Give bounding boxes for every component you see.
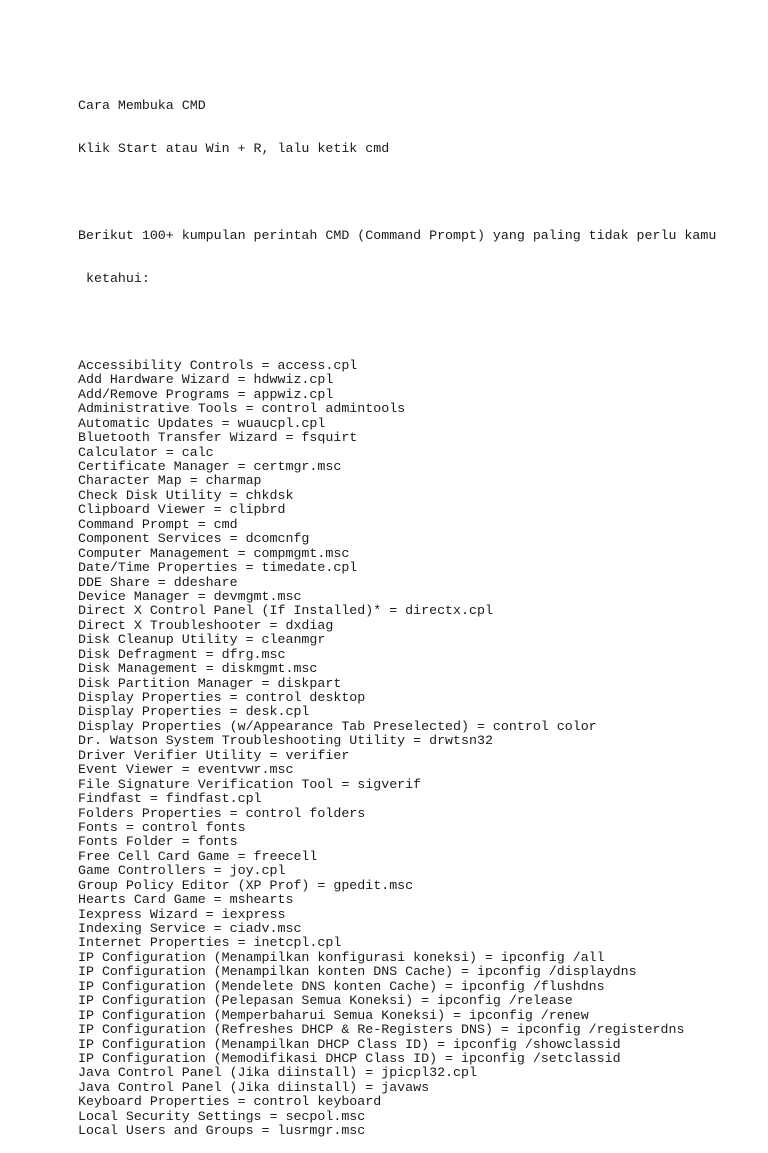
document-page <box>78 70 738 1153</box>
command-list-item: Accessibility Controls = access.cpl <box>78 357 358 373</box>
command-list-item: Character Map = charmap <box>78 473 262 489</box>
command-list-item: Driver Verifier Utility = verifier <box>78 747 350 763</box>
command-list-item: Check Disk Utility = chkdsk <box>78 487 294 503</box>
command-list-item: Disk Management = diskmgmt.msc <box>78 661 318 677</box>
command-list-item: Disk Cleanup Utility = cleanmgr <box>78 632 326 648</box>
command-list-item: IP Configuration (Mendelete DNS konten Cache) = ipconfig /flushdns <box>78 978 605 994</box>
command-list-item: Internet Properties = inetcpl.cpl <box>78 935 342 951</box>
command-list-item: Disk Defragment = dfrg.msc <box>78 646 286 662</box>
command-list-item: Java Control Panel (Jika diinstall) = jpicpl32.cpl <box>78 1065 477 1081</box>
intro-text-line-2: ketahui: <box>86 271 150 287</box>
command-list-item: Keyboard Properties = control keyboard <box>78 1094 382 1110</box>
command-list-item: Fonts Folder = fonts <box>78 834 238 850</box>
command-list-item: Fonts = control fonts <box>78 819 246 835</box>
command-list-item: File Signature Verification Tool = sigverif <box>78 776 422 792</box>
command-list <box>78 359 738 1139</box>
command-list-item: Findfast = findfast.cpl <box>78 791 262 807</box>
command-list-item: Folders Properties = control folders <box>78 805 366 821</box>
command-list-item: Direct X Troubleshooter = dxdiag <box>78 617 334 633</box>
command-list-item: Certificate Manager = certmgr.msc <box>78 459 342 475</box>
command-list-item: Hearts Card Game = mshearts <box>78 892 294 908</box>
command-list-item: Device Manager = devmgmt.msc <box>78 588 302 604</box>
command-list-item: IP Configuration (Menampilkan konten DNS Cache) = ipconfig /displaydns <box>78 964 637 980</box>
command-list-item: Command Prompt = cmd <box>78 516 238 532</box>
intro-text-line-1: Berikut 100+ kumpulan perintah CMD (Command Prompt) yang paling tidak perlu kamu <box>78 227 717 243</box>
command-list-item: Event Viewer = eventvwr.msc <box>78 762 294 778</box>
command-list-item: Local Security Settings = secpol.msc <box>78 1108 366 1124</box>
command-list-item: Add/Remove Programs = appwiz.cpl <box>78 386 334 402</box>
command-list-item: Add Hardware Wizard = hdwwiz.cpl <box>78 372 334 388</box>
command-list-item: IP Configuration (Pelepasan Semua Koneksi) = ipconfig /release <box>78 993 573 1009</box>
command-list-item: IP Configuration (Memperbaharui Semua Koneksi) = ipconfig /renew <box>78 1007 589 1023</box>
command-list-item: Iexpress Wizard = iexpress <box>78 906 286 922</box>
open-cmd-instruction: Klik Start atau Win + R, lalu ketik cmd <box>78 141 390 157</box>
command-list-item: Display Properties = desk.cpl <box>78 704 310 720</box>
command-list-item: Free Cell Card Game = freecell <box>78 848 318 864</box>
command-list-item: Indexing Service = ciadv.msc <box>78 921 302 937</box>
command-list-item: Disk Partition Manager = diskpart <box>78 675 342 691</box>
document-title: Cara Membuka CMD <box>78 97 206 113</box>
command-list-item: Component Services = dcomcnfg <box>78 531 310 547</box>
command-list-item: Direct X Control Panel (If Installed)* = directx.cpl <box>78 603 493 619</box>
command-list-item: Display Properties = control desktop <box>78 690 366 706</box>
command-list-item: Bluetooth Transfer Wizard = fsquirt <box>78 430 358 446</box>
command-list-item: Computer Management = compmgmt.msc <box>78 545 350 561</box>
command-list-item: IP Configuration (Memodifikasi DHCP Class ID) = ipconfig /setclassid <box>78 1050 621 1066</box>
blank-line <box>78 186 738 200</box>
command-list-item: Game Controllers = joy.cpl <box>78 863 286 879</box>
command-list-item: Display Properties (w/Appearance Tab Preselected) = control color <box>78 718 597 734</box>
command-list-item: Automatic Updates = wuaucpl.cpl <box>78 415 326 431</box>
command-list-item: Java Control Panel (Jika diinstall) = javaws <box>78 1079 430 1095</box>
command-list-item: Local Users and Groups = lusrmgr.msc <box>78 1123 366 1139</box>
command-list-item: Date/Time Properties = timedate.cpl <box>78 560 358 576</box>
command-list-item: Calculator = calc <box>78 444 214 460</box>
command-list-item: DDE Share = ddeshare <box>78 574 238 590</box>
command-list-item: Dr. Watson System Troubleshooting Utility = drwtsn32 <box>78 733 493 749</box>
command-list-item: Clipboard Viewer = clipbrd <box>78 502 286 518</box>
command-list-item: IP Configuration (Menampilkan DHCP Class ID) = ipconfig /showclassid <box>78 1036 621 1052</box>
command-list-item: IP Configuration (Refreshes DHCP & Re-Registers DNS) = ipconfig /registerdns <box>78 1022 685 1038</box>
command-list-item: Group Policy Editor (XP Prof) = gpedit.msc <box>78 877 414 893</box>
command-list-item: Administrative Tools = control admintools <box>78 401 406 417</box>
command-list-item: IP Configuration (Menampilkan konfigurasi koneksi) = ipconfig /all <box>78 949 605 965</box>
blank-line <box>78 316 738 330</box>
